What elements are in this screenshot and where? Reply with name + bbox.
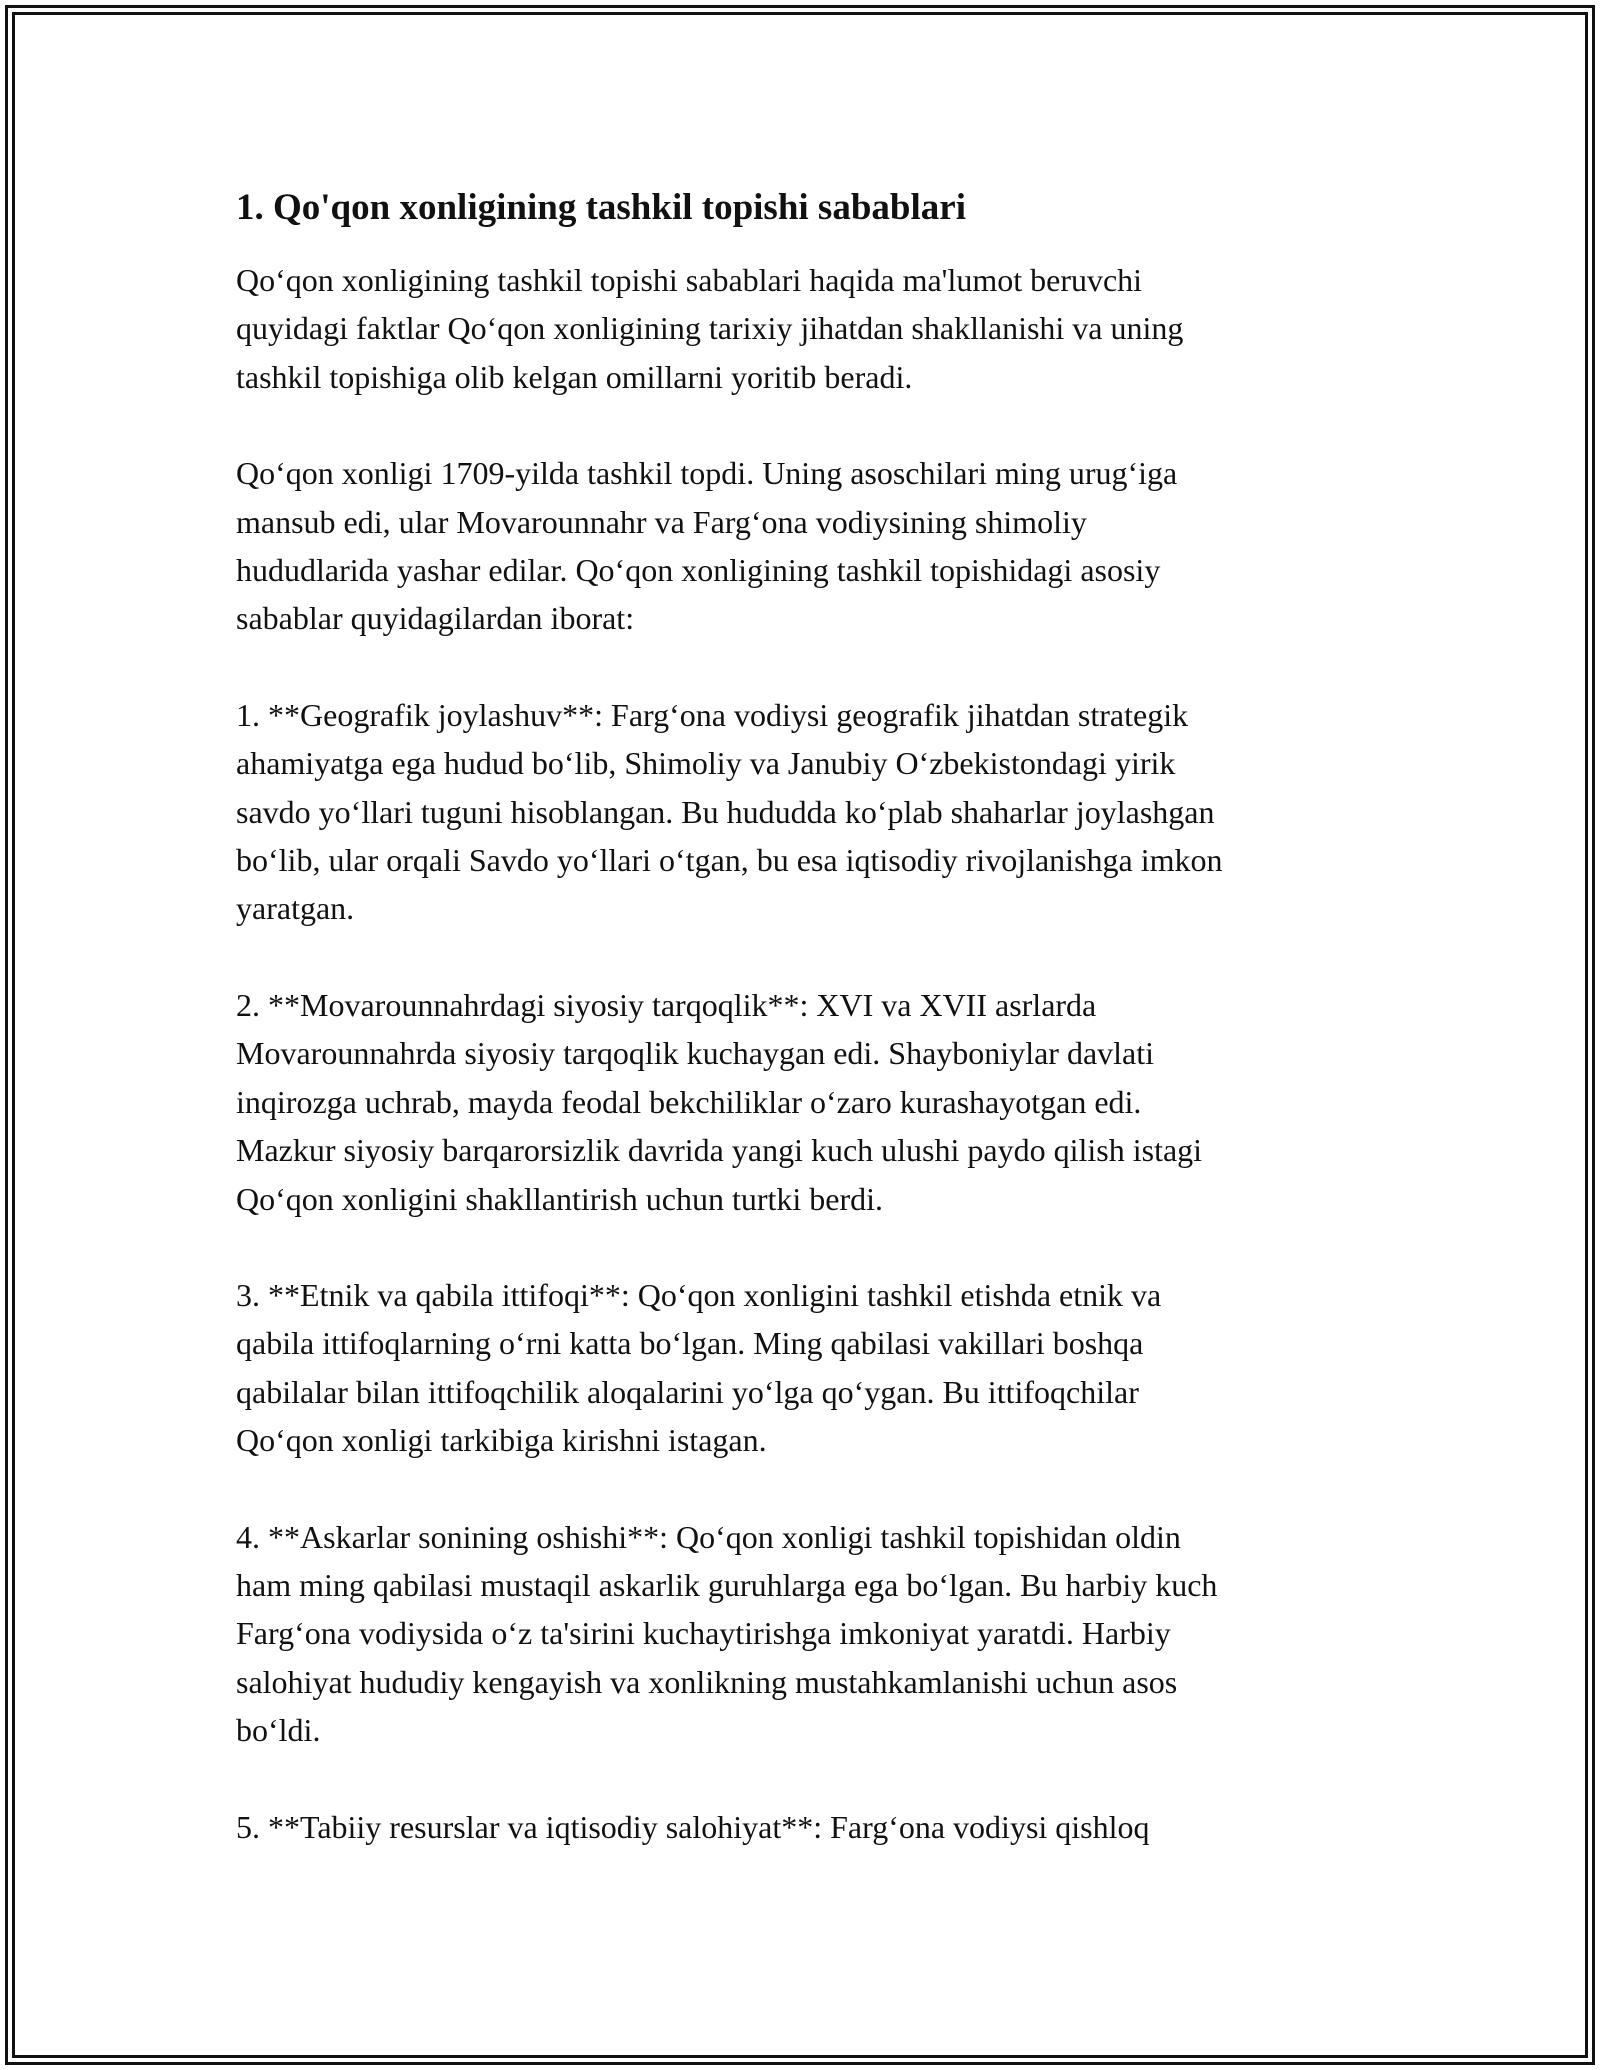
reason-5-paragraph: 5. **Tabiiy resurslar va iqtisodiy salohiyat**: Farg‘ona vodiysi qishloq bbox=[236, 1808, 1150, 1845]
founding-paragraph: Qo‘qon xonligi 1709-yilda tashkil topdi. Uning asoschilari ming urug‘iga mansub edi, ular Movarounnahr va Farg‘ona vodiysining shimoliy hududlarida yashar edilar. Qo‘qon xonligining tashkil topishidagi asosiy sabablar quyidagilardan iborat: bbox=[236, 455, 1178, 637]
reason-3-paragraph: 3. **Etnik va qabila ittifoqi**: Qo‘qon xonligini tashkil etishda etnik va qabila ittifoqlarning o‘rni katta bo‘lgan. Ming qabilasi vakillari boshqa qabilalar bilan ittifoqchilik aloqalarini yo‘lga qo‘ygan. Bu ittifoqchilar Qo‘qon xonligi tarkibiga kirishni istagan. bbox=[236, 1276, 1162, 1459]
document-title: 1. Qo'qon xonligining tashkil topishi sabablari bbox=[236, 187, 966, 228]
intro-paragraph: Qo‘qon xonligining tashkil topishi sabablari haqida ma'lumot beruvchi quyidagi faktlar Qo‘qon xonligining tarixiy jihatdan shakllanishi va uning tashkil topishiga olib kelgan omillarni yoritib beradi. bbox=[236, 262, 1184, 395]
reason-2-paragraph: 2. **Movarounnahrdagi siyosiy tarqoqlik**: XVI va XVII asrlarda Movarounnahrda siyosiy tarqoqlik kuchaygan edi. Shayboniylar davlati inqirozga uchrab, mayda feodal bekchiliklar o‘zaro kurashayotgan edi. Mazkur siyosiy barqarorsizlik davrida yangi kuch ulushi paydo qilish istagi Qo‘qon xonligini shakllantirish uchun turtki berdi. bbox=[236, 986, 1203, 1217]
reason-4-paragraph: 4. **Askarlar sonining oshishi**: Qo‘qon xonligi tashkil topishidan oldin ham ming qabilasi mustaqil askarlik guruhlarga ega bo‘lgan. Bu harbiy kuch Farg‘ona vodiysida o‘z ta'sirini kuchaytirishga imkoniyat yaratdi. Harbiy salohiyat hududiy kengayish va xonlikning mustahkamlanishi uchun asos bo‘ldi. bbox=[236, 1518, 1218, 1749]
reason-1-paragraph: 1. **Geografik joylashuv**: Farg‘ona vodiysi geografik jihatdan strategik ahamiyatga ega hudud bo‘lib, Shimoliy va Janubiy O‘zbekistondagi yirik savdo yo‘llari tuguni hisoblangan. Bu hududda ko‘plab shaharlar joylashgan bo‘lib, ular orqali Savdo yo‘llari o‘tgan, bu esa iqtisodiy rivojlanishga imkon yaratgan. bbox=[236, 696, 1223, 927]
document-page bbox=[236, 186, 1366, 1851]
